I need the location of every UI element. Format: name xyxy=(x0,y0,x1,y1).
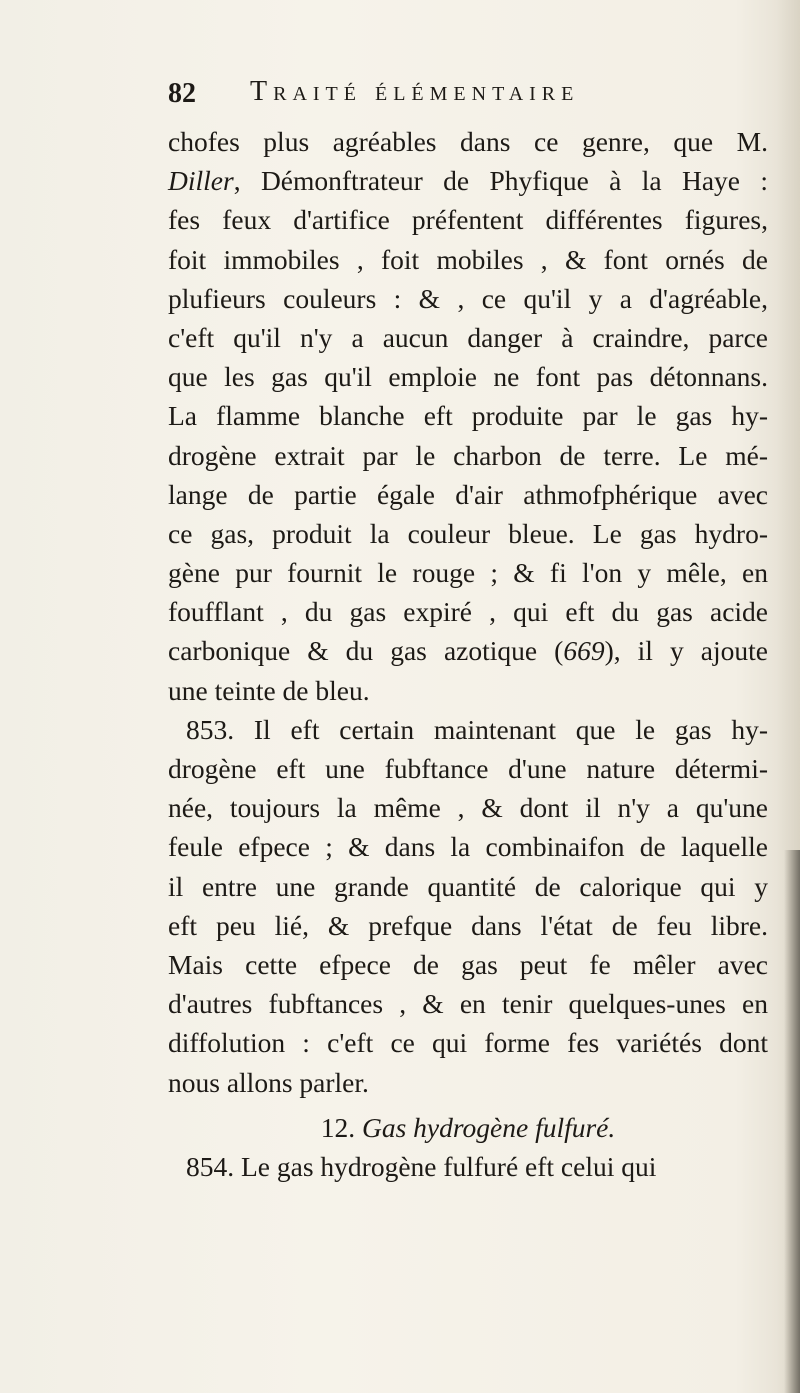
text-line xyxy=(168,553,768,592)
text-line xyxy=(168,279,768,318)
text-line xyxy=(168,710,768,749)
text-line xyxy=(168,240,768,279)
text-line xyxy=(168,1023,768,1062)
section-title: Gas hydrogène fulfuré. xyxy=(361,1111,616,1143)
text-line xyxy=(168,122,768,161)
text-line xyxy=(168,318,768,357)
text-line xyxy=(168,357,768,396)
text-line xyxy=(168,984,768,1023)
paragraph-lines xyxy=(168,122,768,1102)
text-line xyxy=(168,475,768,514)
page-number: 82 xyxy=(168,78,196,109)
text-segment: que les gas qu'il emploie ne font pas détonnans. xyxy=(168,361,768,393)
text-line xyxy=(168,436,768,475)
text-segment: plufieurs couleurs : & , ce qu'il y a d'agréable, xyxy=(168,282,768,314)
text-line xyxy=(168,671,768,710)
text-line xyxy=(168,827,768,866)
italic-segment: Diller xyxy=(168,165,234,197)
running-title: Traité élémentaire xyxy=(250,76,580,107)
text-line xyxy=(168,200,768,239)
text-segment: fes feux d'artifice préfentent différentes figures, xyxy=(168,204,768,236)
text-line xyxy=(168,592,768,631)
text-line xyxy=(168,1063,768,1102)
text-segment: il entre une grande quantité de calorique qui y xyxy=(168,870,768,902)
text-segment: ), il y ajoute xyxy=(604,635,768,667)
text-segment: née, toujours la même , & dont il n'y a qu'une xyxy=(168,792,768,824)
text-segment: eft peu lié, & prefque dans l'état de feu libre. xyxy=(168,909,768,941)
text-segment: feule efpece ; & dans la combinaifon de laquelle xyxy=(168,831,768,863)
text-segment: gène pur fournit le rouge ; & fi l'on y mêle, en xyxy=(168,557,768,589)
italic-segment: 669 xyxy=(563,635,605,667)
section-number: 12. xyxy=(320,1111,356,1143)
text-segment: ce gas, produit la couleur bleue. Le gas hydro- xyxy=(168,517,768,549)
text-segment: drogène extrait par le charbon de terre. Le mé- xyxy=(168,439,768,471)
text-segment: c'eft qu'il n'y a aucun danger à craindre, parce xyxy=(168,321,768,353)
text-segment: chofes plus agréables dans ce genre, que M. xyxy=(168,126,768,157)
text-segment: carbonique & du gas azotique ( xyxy=(168,635,564,667)
text-segment: lange de partie égale d'air athmofphérique avec xyxy=(168,478,768,510)
text-line xyxy=(168,631,768,670)
body-text xyxy=(168,122,768,1186)
text-segment: 853. Il eft certain maintenant que le gas hy- xyxy=(186,713,768,745)
text-line xyxy=(168,396,768,435)
text-segment: une teinte de bleu. xyxy=(168,674,370,706)
text-line xyxy=(168,906,768,945)
text-line xyxy=(168,749,768,788)
page-edge-shadow xyxy=(784,850,800,1393)
text-line xyxy=(168,514,768,553)
text-segment: , Démonftrateur de Phyfique à la Haye : xyxy=(233,165,768,197)
text-segment: nous allons parler. xyxy=(168,1066,369,1098)
text-segment: d'autres fubftances , & en tenir quelques-unes en xyxy=(168,988,768,1020)
text-line xyxy=(168,788,768,827)
page-header xyxy=(168,76,768,116)
text-line xyxy=(168,867,768,906)
text-line xyxy=(168,945,768,984)
text-line xyxy=(168,161,768,200)
text-segment: La flamme blanche eft produite par le gas hy- xyxy=(168,400,768,432)
final-line: 854. Le gas hydrogène fulfuré eft celui qui xyxy=(186,1150,657,1182)
text-segment: drogène eft une fubftance d'une nature détermi- xyxy=(168,753,768,784)
text-segment: diffolution : c'eft ce qui forme fes variétés dont xyxy=(168,1027,768,1059)
text-segment: Mais cette efpece de gas peut fe mêler avec xyxy=(168,948,768,980)
text-segment: foit immobiles , foit mobiles , & font ornés de xyxy=(168,243,768,275)
section-heading xyxy=(168,1108,768,1147)
text-segment: foufflant , du gas expiré , qui eft du gas acide xyxy=(168,596,768,628)
